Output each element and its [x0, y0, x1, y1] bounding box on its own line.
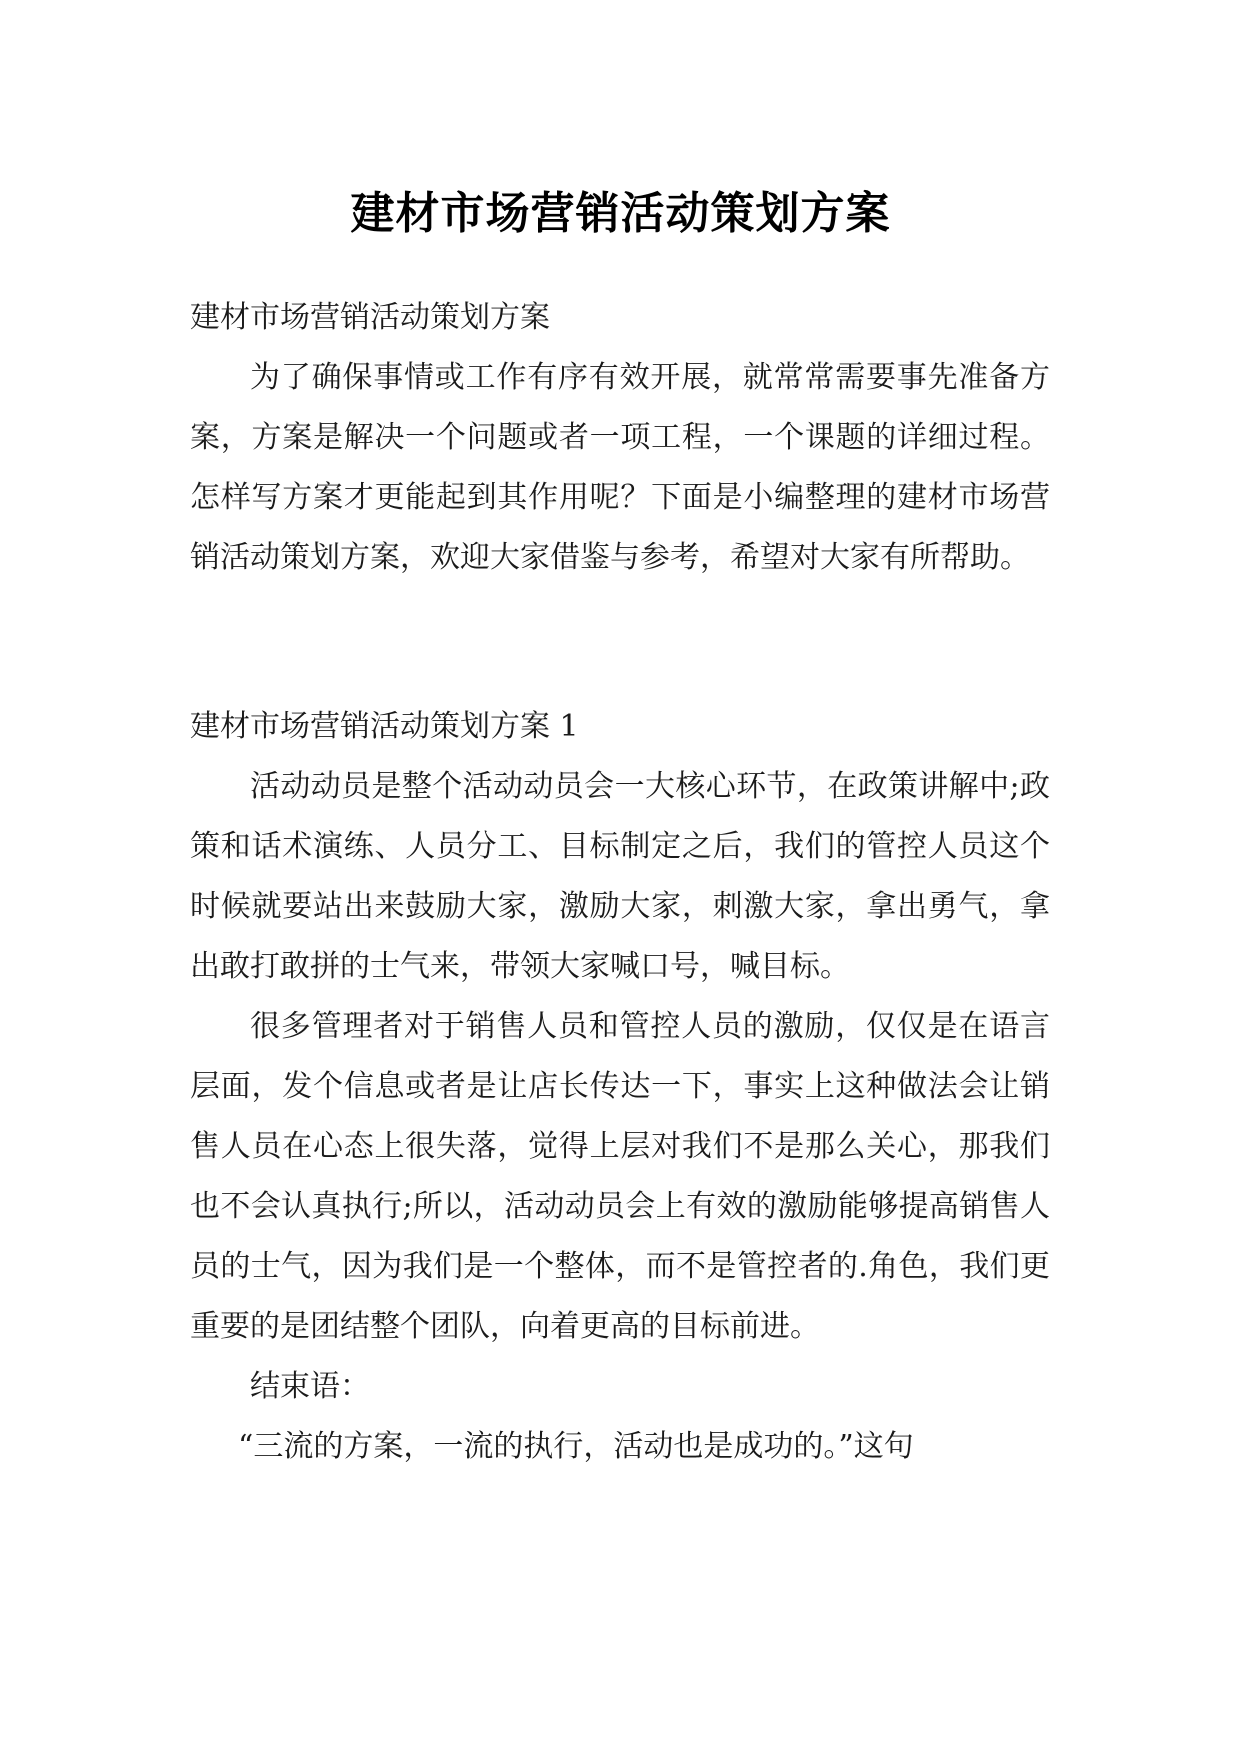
- section-1-paragraph: 活动动员是整个活动动员会一大核心环节，在政策讲解中;政策和话术演练、人员分工、目标制定之后，我们的管控人员这个时候就要站出来鼓励大家，激励大家，刺激大家，拿出勇气，拿出敢打敢拼的士气来，带领大家喊口号，喊目标。: [190, 769, 1050, 984]
- closing-label: 结束语：: [250, 1369, 370, 1404]
- closing-quote-paragraph: “三流的方案，一流的执行，活动也是成功的。”这句: [238, 1429, 914, 1464]
- intro-section: [190, 288, 1050, 588]
- section-1-paragraph: 很多管理者对于销售人员和管控人员的激励，仅仅是在语言层面，发个信息或者是让店长传达一下，事实上这种做法会让销售人员在心态上很失落，觉得上层对我们不是那么关心，那我们也不会认真执行;所以，活动动员会上有效的激励能够提高销售人员的士气，因为我们是一个整体，而不是管控者的.角色，我们更重要的是团结整个团队，向着更高的目标前进。: [190, 1009, 1050, 1344]
- intro-paragraph: 为了确保事情或工作有序有效开展，就常常需要事先准备方案，方案是解决一个问题或者一项工程，一个课题的详细过程。怎样写方案才更能起到其作用呢？下面是小编整理的建材市场营销活动策划方案，欢迎大家借鉴与参考，希望对大家有所帮助。: [190, 360, 1050, 575]
- section-1: [190, 697, 1050, 1477]
- section-1-heading: 建材市场营销活动策划方案 1: [190, 709, 579, 744]
- document-title: 建材市场营销活动策划方案: [350, 188, 891, 240]
- intro-heading: 建材市场营销活动策划方案: [190, 300, 550, 335]
